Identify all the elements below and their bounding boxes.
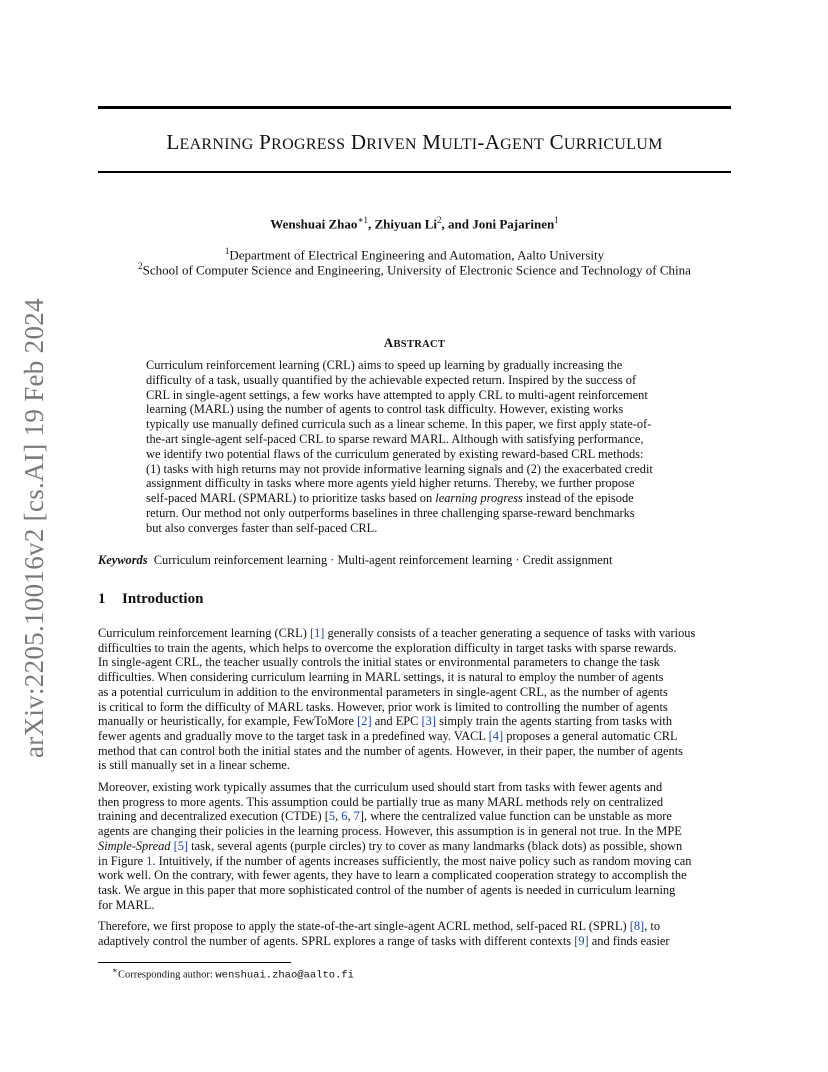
affiliation-1: $^1$Department of Electrical Engineering and Automation, Aalto University xyxy=(224,246,605,263)
text-line xyxy=(98,854,731,869)
text-line xyxy=(98,898,731,913)
text-run: agents are changing their policies in the learning process. However, this assumption is in general not true. In the MPE xyxy=(98,824,682,839)
emphasis-text: Simple-Spread xyxy=(98,838,171,853)
text-line xyxy=(98,824,731,839)
text-line xyxy=(98,758,731,773)
abstract-text: Curriculum reinforcement learning (CRL) aims to speed up learning by gradually increasing the difficulty of a task, usually quantified by the achievable expected return. Inspired by the success of CRL in single-agent settings, a few works have attempted to apply CRL to multi-agent reinforcement learning (MARL) using the number of agents to control task difficulty. However, existing works typically use manually defined curricula such as a linear scheme. In this paper, we first apply state-of- the-art single-agent self-paced CRL to sparse reward MARL. Although with satisfying performance, we identify two potential flaws of the curriculum generated by existing reward-based CRL methods: (1) tasks with high returns may not provide informative learning signals and (2) the exacerbated credit assignment difficulty in tasks where more agents yield higher returns. Thereby, we further propose self-paced MARL (SPMARL) to prioritize tasks based on learning progress instead of the episode return. Our method not only outperforms baselines in three challenging sparse-reward benchmarks but also converges faster than self-paced CRL. xyxy=(146,358,653,535)
author-email-link[interactable]: wenshuai.zhao@aalto.fi xyxy=(215,969,354,982)
text-run: training and decentralized execution (CTDE) [ xyxy=(98,809,329,824)
citation-link[interactable]: [3] xyxy=(421,714,436,729)
text-run: . Intuitively, if the number of agents increases sufficiently, the most naive policy such as random moving can xyxy=(152,853,692,868)
footnote-rule xyxy=(98,962,291,963)
text-run: and EPC xyxy=(371,714,422,729)
text-run: method that can control both the initial states and the number of agents. However, in their paper, the number of agents xyxy=(98,743,683,758)
text-line xyxy=(98,795,731,810)
text-run: as a potential curriculum in addition to the environmental parameters in single-agent CRL, as the number of agents xyxy=(98,684,668,699)
text-run: , xyxy=(347,809,354,824)
citation-link[interactable]: 7 xyxy=(353,809,360,824)
text-line xyxy=(98,714,731,729)
text-run: Therefore, we first propose to apply the state-of-the-art single-agent ACRL method, self-paced RL (SPRL) xyxy=(98,919,630,933)
citation-link[interactable]: [2] xyxy=(357,714,372,729)
text-line xyxy=(98,780,731,795)
text-line xyxy=(98,641,731,656)
text-line xyxy=(98,868,731,883)
citation-link[interactable]: [1] xyxy=(309,626,325,640)
text-line xyxy=(98,883,731,898)
text-line xyxy=(98,934,731,949)
text-run: , xyxy=(335,809,342,824)
citation-link[interactable]: 6 xyxy=(341,809,348,824)
text-run: manually or heuristically, for example, FewToMore xyxy=(98,714,358,729)
footnote: ∗Corresponding author: wenshuai.zhao@aalto.fi xyxy=(112,965,354,982)
text-run: difficulties to train the agents, which helps to overcome the exploration difficulty in target tasks with sparse rewards. xyxy=(98,640,677,655)
citation-link[interactable]: 1 xyxy=(146,853,153,868)
citation-link[interactable]: [9] xyxy=(574,933,589,948)
text-run: Moreover, existing work typically assumes that the curriculum used should start from tasks with fewer agents and xyxy=(98,780,663,794)
text-run: task, several agents (purple circles) try to cover as many landmarks (black dots) as possible, shown xyxy=(188,838,683,853)
text-run: then progress to more agents. This assumption could be partially true as many MARL methods rely on centralized xyxy=(98,794,664,809)
text-line xyxy=(98,685,731,700)
text-run: difficulties. When considering curriculum learning in MARL settings, it is natural to employ the number of agents xyxy=(98,670,664,685)
citation-link[interactable]: 5 xyxy=(328,809,336,824)
text-run: adaptively control the number of agents. SPRL explores a range of tasks with different contexts xyxy=(98,933,575,948)
text-run: in Figure xyxy=(98,853,147,868)
text-line xyxy=(98,839,731,854)
keywords: Keywords Curriculum reinforcement learning · Multi-agent reinforcement learning · Credit assignment xyxy=(98,553,613,567)
affiliation-2: $^2$School of Computer Science and Engineering, University of Electronic Science and Technology of China xyxy=(138,261,691,278)
text-run: task. We argue in this paper that more sophisticated control of the number of agents is needed in curriculum learning xyxy=(98,882,676,897)
text-line xyxy=(98,744,731,759)
intro-paragraph-3 xyxy=(98,919,731,948)
intro-paragraph-1 xyxy=(98,626,731,773)
citation-link[interactable]: [4] xyxy=(488,728,504,743)
text-run: ], where the centralized value function can be unstable as more xyxy=(359,809,672,824)
title-rule-top xyxy=(98,106,731,109)
paper-title: LEARNING PROGRESS DRIVEN MULTI-AGENT CURRICULUM xyxy=(166,130,663,154)
text-run: work well. On the contrary, with fewer agents, they have to learn a complicated cooperation strategy to accomplish the xyxy=(98,868,687,883)
text-run: and finds easier xyxy=(588,933,670,948)
text-line xyxy=(98,655,731,670)
intro-paragraph-2 xyxy=(98,780,731,912)
text-line xyxy=(98,700,731,715)
section-heading-introduction: 1 Introduction xyxy=(98,591,204,607)
text-run: fewer agents and gradually move to the target task in a predefined way. VACL xyxy=(98,728,489,743)
abstract-heading: ABSTRACT xyxy=(383,335,446,350)
author-list: Wenshuai Zhao$^{∗1}$, Zhiyuan Li$^2$, and Joni Pajarinen$^1$ xyxy=(270,215,559,232)
citation-link[interactable]: [5] xyxy=(173,838,189,853)
text-run: generally consists of a teacher generating a sequence of tasks with various xyxy=(324,626,696,640)
text-line xyxy=(98,919,731,934)
text-run: , to xyxy=(644,919,661,933)
text-run: simply train the agents starting from tasks with xyxy=(435,714,673,729)
text-run: is still manually set in a linear scheme. xyxy=(98,758,291,773)
text-line xyxy=(98,626,731,641)
citation-link[interactable]: [8] xyxy=(629,919,645,933)
text-line xyxy=(98,809,731,824)
text-run: proposes a general automatic CRL xyxy=(503,728,678,743)
text-run: for MARL. xyxy=(98,897,155,912)
arxiv-identifier: arXiv:2205.10016v2 [cs.AI] 19 Feb 2024 xyxy=(19,298,49,758)
text-run: is critical to form the difficulty of MARL tasks. However, prior work is limited to controlling the number of agents xyxy=(98,699,668,714)
title-rule-bottom xyxy=(98,171,731,173)
text-run: Curriculum reinforcement learning (CRL) xyxy=(98,626,310,640)
text-line xyxy=(98,670,731,685)
text-line xyxy=(98,729,731,744)
text-run: In single-agent CRL, the teacher usually controls the initial states or environmental parameters to change the task xyxy=(98,655,660,670)
